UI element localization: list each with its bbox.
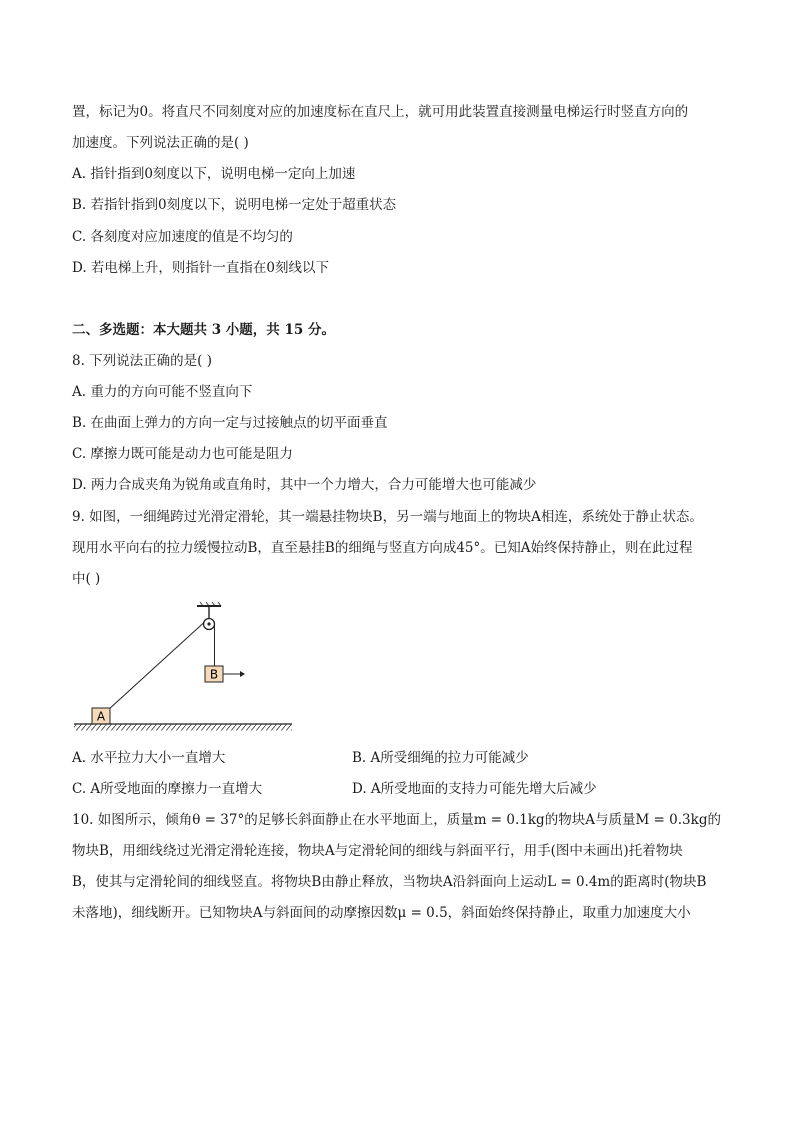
q7-option-c: C. 各刻度对应加速度的值是不均匀的 bbox=[72, 229, 293, 245]
q7-option-b: B. 若指针指到0刻度以下，说明电梯一定处于超重状态 bbox=[72, 197, 397, 213]
q8-stem: 8. 下列说法正确的是( ) bbox=[72, 353, 212, 369]
q7-option-d: D. 若电梯上升，则指针一直指在0刻线以下 bbox=[72, 260, 330, 276]
q10-text-line-3: B，使其与定滑轮间的细线竖直。将物块B由静止释放，当物块A沿斜面向上运动L = 0.4m的距离时(物块B bbox=[72, 874, 707, 890]
block-b-label: B bbox=[209, 667, 219, 682]
q9-option-b: B. A所受细绳的拉力可能减少 bbox=[352, 750, 529, 766]
q9-option-d: D. A所受地面的支持力可能先增大后减少 bbox=[352, 781, 597, 797]
q7-option-a: A. 指针指到0刻度以下，说明电梯一定向上加速 bbox=[72, 166, 356, 182]
q10-text-line-1: 10. 如图所示，倾角θ = 37°的足够长斜面静止在水平地面上，质量m = 0.1kg的物块A与质量M = 0.3kg的 bbox=[72, 812, 721, 828]
q7-text-line-1: 置，标记为0。将直尺不同刻度对应的加速度标在直尺上，就可用此装置直接测量电梯运行时竖直方向的 bbox=[72, 104, 689, 120]
block-a bbox=[92, 708, 110, 724]
q8-option-b: B. 在曲面上弹力的方向一定与过接触点的切平面垂直 bbox=[72, 415, 388, 431]
q8-option-c: C. 摩擦力既可能是动力也可能是阻力 bbox=[72, 446, 293, 462]
rope-to-a bbox=[108, 622, 205, 710]
pulley-diagram bbox=[70, 600, 300, 740]
q10-text-line-2: 物块B，用细线绕过光滑定滑轮连接，物块A与定滑轮间的细线与斜面平行，用手(图中未画出)托着物块 bbox=[72, 843, 683, 859]
section-2-title: 二、多选题：本大题共 3 小题，共 15 分。 bbox=[72, 322, 335, 338]
q8-option-d: D. 两力合成夹角为锐角或直角时，其中一个力增大，合力可能增大也可能减少 bbox=[72, 477, 537, 493]
pull-force-arrow bbox=[223, 671, 245, 677]
q10-text-line-4: 未落地)，细线断开。已知物块A与斜面间的动摩擦因数μ = 0.5，斜面始终保持静止，取重力加速度大小 bbox=[72, 905, 691, 921]
block-a-label: A bbox=[96, 709, 106, 724]
ceiling-mount bbox=[197, 602, 221, 620]
q7-text-line-2: 加速度。下列说法正确的是( ) bbox=[72, 135, 249, 151]
q9-pulley-figure bbox=[70, 600, 300, 740]
q9-text-line-2: 现用水平向右的拉力缓慢拉动B，直至悬挂B的细绳与竖直方向成45°。已知A始终保持静止，则在此过程 bbox=[72, 540, 693, 556]
q8-option-a: A. 重力的方向可能不竖直向下 bbox=[72, 384, 253, 400]
ground bbox=[74, 724, 292, 731]
pulley bbox=[204, 619, 215, 630]
q9-text-line-1: 9. 如图，一细绳跨过光滑定滑轮，其一端悬挂物块B，另一端与地面上的物块A相连，系统处于静止状态。 bbox=[72, 509, 703, 525]
q9-option-a: A. 水平拉力大小一直增大 bbox=[72, 750, 226, 766]
q9-option-c: C. A所受地面的摩擦力一直增大 bbox=[72, 781, 263, 797]
q9-text-line-3: 中( ) bbox=[72, 571, 101, 587]
block-b bbox=[205, 666, 223, 682]
